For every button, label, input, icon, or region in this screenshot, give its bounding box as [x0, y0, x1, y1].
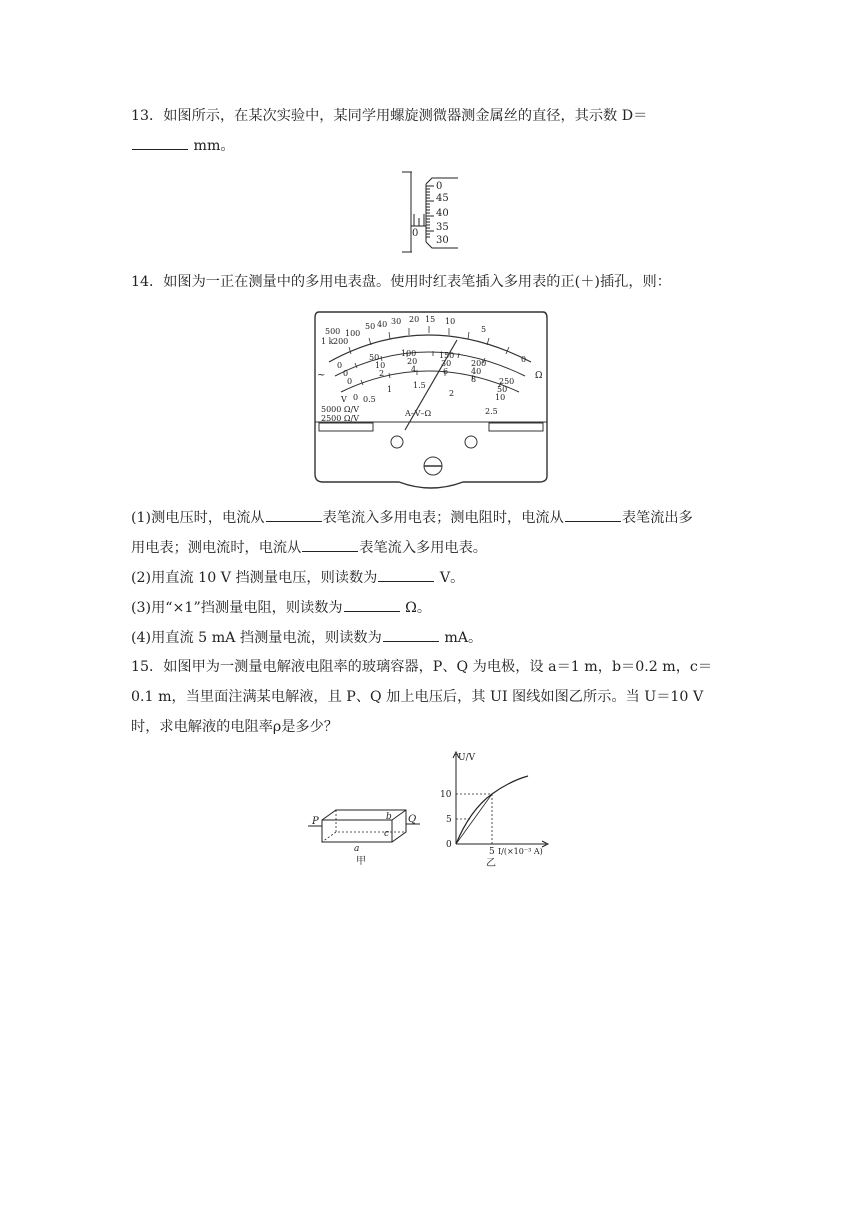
dc2-label-40: 40	[471, 367, 482, 376]
thimble-label-45: 45	[436, 193, 449, 204]
multimeter-dial-figure	[313, 310, 549, 494]
yi-xtick-5: 5	[489, 847, 495, 857]
dc3-label-10: 10	[495, 393, 506, 402]
jack-right	[465, 436, 477, 448]
ohm-label-20: 20	[409, 315, 420, 324]
q13-text-line1: 13．如图所示，在某次实验中，某同学用螺旋测微器测金属丝的直径，其示数 D＝	[131, 108, 648, 124]
q14-blank-1[interactable]	[266, 507, 322, 522]
ohm-label-500: 500	[325, 327, 341, 336]
thimble-ticks	[426, 186, 434, 237]
ac-tilde: ~	[317, 370, 326, 381]
dc2-label-10: 10	[375, 361, 386, 370]
q14-part3: (3)用“×1”挡测量电阻，则读数为 Ω。	[131, 597, 431, 618]
thimble-label-35: 35	[436, 222, 449, 233]
electrode-q: Q	[408, 814, 417, 825]
q14-blank-6[interactable]	[383, 627, 439, 642]
ohm-unit: Ω	[535, 371, 543, 381]
q14-part2: (2)用直流 10 V 挡测量电压，则读数为 V。	[131, 567, 464, 588]
yi-xlabel: I/(×10⁻³ A)	[498, 847, 543, 856]
dc3-label-8: 8	[471, 375, 477, 384]
dc3-label-6: 6	[443, 367, 449, 376]
jack-left	[391, 436, 403, 448]
q14-blank-2[interactable]	[565, 507, 621, 522]
thimble-label-0: 0	[436, 181, 443, 192]
yi-ytick-5: 5	[446, 815, 452, 825]
dc-label-250: 250	[499, 377, 515, 386]
ohm-label-5: 5	[481, 325, 487, 334]
dc-label-150: 150	[439, 351, 455, 360]
ac-label-1: 1	[387, 385, 393, 394]
q15-line3: 时，求电解液的电阻率ρ是多少？	[131, 719, 338, 735]
thimble-label-30: 30	[436, 235, 449, 246]
ac-label-0: 0	[353, 393, 359, 402]
q14-blank-3[interactable]	[302, 537, 358, 552]
center-label: A–V–Ω	[405, 409, 432, 418]
dc-label-100: 100	[401, 349, 417, 358]
thimble-label-40: 40	[436, 208, 449, 219]
dc3-label-4: 4	[411, 365, 417, 374]
ac-label-2.5: 2.5	[485, 407, 498, 416]
caption-jia: 甲	[356, 856, 366, 866]
caption-yi: 乙	[486, 858, 496, 868]
dc2-label-30: 30	[441, 359, 452, 368]
ui-graph-yi	[436, 748, 560, 868]
q14-part1-line2: 用电表；测电流时，电流从 表笔流入多用电表。	[131, 537, 487, 558]
ohm-label-200: 200	[333, 337, 349, 346]
ohm-label-100: 100	[345, 329, 361, 338]
dc2-label-0: 0	[343, 369, 349, 378]
ac-label-1.5: 1.5	[413, 381, 426, 390]
micrometer-figure	[402, 170, 472, 254]
ohm-label-1k: 1 k	[321, 337, 334, 346]
yi-origin: 0	[446, 840, 452, 850]
q14-part1-line1: (1)测电压时，电流从 表笔流入多用电表；测电阻时，电流从 表笔流出多	[131, 507, 693, 528]
ac-label-0.5: 0.5	[363, 395, 376, 404]
ohm-label-10: 10	[445, 317, 456, 326]
ohm-label-50: 50	[365, 322, 376, 331]
dc-unit-v: V	[341, 395, 347, 404]
spec-2500: 2500 Ω/V	[321, 414, 360, 423]
q14-blank-4[interactable]	[378, 567, 434, 582]
container-figure-jia	[308, 806, 420, 866]
yi-ytick-10: 10	[440, 790, 452, 800]
q14-stem: 14．如图为一正在测量中的多用电表盘。使用时红表笔插入多用表的正(＋)插孔，则：	[131, 274, 671, 290]
q15-line2: 0.1 m，当里面注满某电解液，且 P、Q 加上电压后，其 UI 图线如图乙所示。当 U＝10 V	[131, 689, 704, 705]
dc3-label-0: 0	[347, 377, 353, 386]
q15-line1: 15．如图甲为一测量电解液电阻率的玻璃容器，P、Q 为电极，设 a＝1 m，b＝0.2 m，c＝	[131, 659, 713, 675]
dc-label-200: 200	[471, 359, 487, 368]
ohm-label-40: 40	[377, 320, 388, 329]
dc-label-50: 50	[369, 353, 380, 362]
dc3-label-2: 2	[379, 369, 385, 378]
dc2-label-20: 20	[407, 357, 418, 366]
dc2-label-50: 50	[497, 385, 508, 394]
dim-a: a	[354, 844, 360, 854]
spec-5000: 5000 Ω/V	[321, 405, 360, 414]
main-scale-label: 0	[412, 228, 419, 239]
q14-blank-5[interactable]	[344, 597, 400, 612]
dim-c: c	[384, 829, 390, 839]
q13-text-line2: mm。	[131, 135, 235, 156]
ohm-label-15: 15	[425, 315, 436, 324]
yi-ylabel: U/V	[458, 753, 476, 763]
ohm-label-30: 30	[391, 317, 402, 326]
dim-b: b	[386, 812, 392, 822]
q13-answer-blank[interactable]	[132, 135, 188, 150]
dc-label-0: 0	[337, 361, 343, 370]
ohm-label-0: 0	[521, 355, 527, 364]
electrode-p: P	[312, 816, 319, 827]
q14-part4: (4)用直流 5 mA 挡测量电流，则读数为 mA。	[131, 627, 482, 648]
ac-label-2: 2	[449, 389, 455, 398]
